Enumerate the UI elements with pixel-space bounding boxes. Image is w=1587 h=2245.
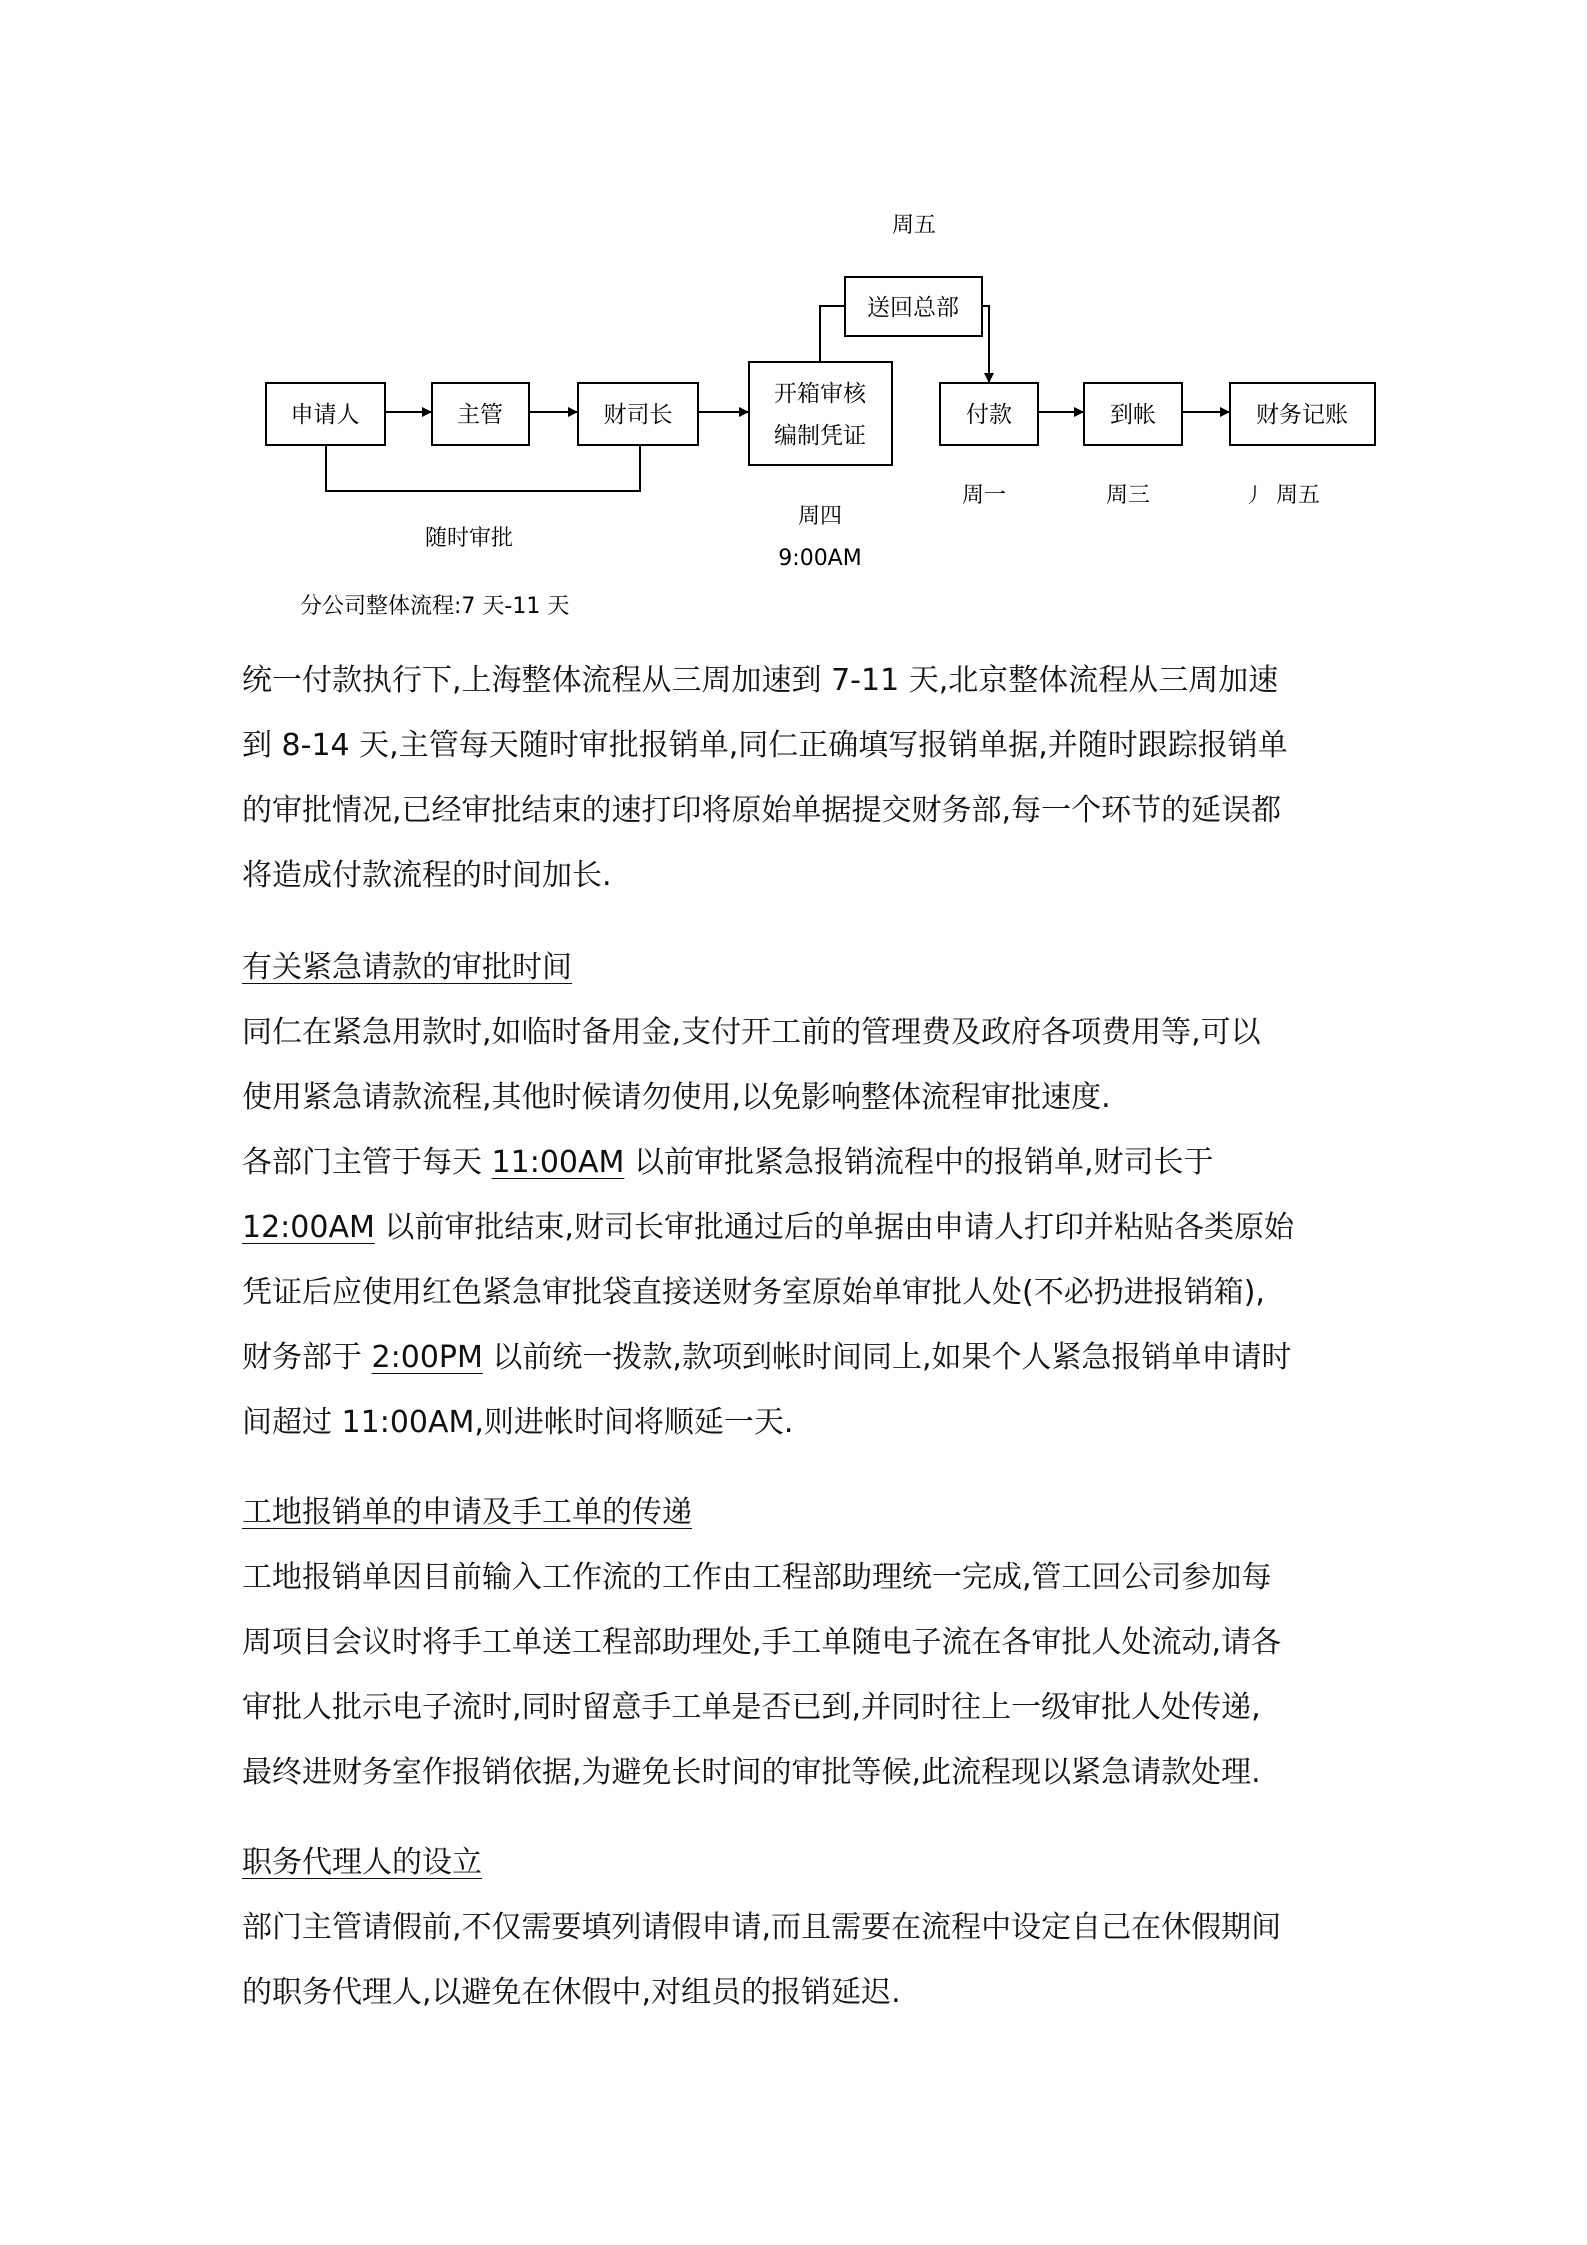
text-run: 以前统一拨款,款项到帐时间同上,如果个人紧急报销单申请时 xyxy=(482,1340,1292,1375)
node-send-hq xyxy=(845,277,982,336)
bracket-anytime xyxy=(326,445,640,491)
text-line: 凭证后应使用红色紧急审批袋直接送财务室原始单审批人处(不必扔进报销箱), xyxy=(242,1275,1265,1310)
svg-text:财务记账: 财务记账 xyxy=(1256,402,1348,428)
label-wednesday: 周三 xyxy=(1105,483,1151,508)
text-line: 使用紧急请款流程,其他时候请勿使用,以免影响整体流程审批速度. xyxy=(242,1080,1111,1115)
text-line xyxy=(242,1325,1358,1390)
text-line xyxy=(242,1130,1358,1195)
text-line: 审批人批示电子流时,同时留意手工单是否已到,并同时往上一级审批人处传递, xyxy=(242,1690,1261,1725)
urgent-section xyxy=(242,935,1358,1455)
arrow-sendhq-payment xyxy=(982,306,989,382)
section-heading-urgent: 有关紧急请款的审批时间 xyxy=(242,950,572,985)
text-line: 的审批情况,已经审批结束的速打印将原始单据提交财务部,每一个环节的延误都 xyxy=(242,793,1282,828)
time-11am: 11:00AM xyxy=(491,1145,625,1180)
svg-text:到帐: 到帐 xyxy=(1110,402,1156,428)
svg-text:编制凭证: 编制凭证 xyxy=(774,423,866,449)
text-line: 最终进财务室作报销依据,为避免长时间的审批等候,此流程现以紧急请款处理. xyxy=(242,1755,1261,1790)
svg-text:主管: 主管 xyxy=(457,402,503,428)
section-heading-site: 工地报销单的申请及手工单的传递 xyxy=(242,1495,692,1530)
label-friday-mark: 丿 xyxy=(1244,483,1264,507)
text-line: 同仁在紧急用款时,如临时备用金,支付开工前的管理费及政府各项费用等,可以 xyxy=(242,1015,1261,1050)
label-friday-top: 周五 xyxy=(891,213,937,238)
svg-text:财司长: 财司长 xyxy=(603,402,673,428)
diagram-caption: 分公司整体流程:7 天-11 天 xyxy=(300,594,570,619)
section-heading-proxy: 职务代理人的设立 xyxy=(242,1845,482,1880)
node-supervisor xyxy=(432,383,529,445)
text-line: 周项目会议时将手工单送工程部助理处,手工单随电子流在各审批人处流动,请各 xyxy=(242,1625,1282,1660)
text-line: 部门主管请假前,不仅需要填列请假申请,而且需要在流程中设定自己在休假期间 xyxy=(242,1910,1282,1945)
node-payment xyxy=(940,383,1038,445)
text-line: 的职务代理人,以避免在休假中,对组员的报销延迟. xyxy=(242,1975,901,2010)
proxy-section xyxy=(242,1830,1358,2025)
node-arrival xyxy=(1084,383,1182,445)
text-run: 以前审批紧急报销流程中的报销单,财司长于 xyxy=(624,1145,1214,1180)
svg-text:送回总部: 送回总部 xyxy=(867,295,959,321)
label-thursday-time: 9:00AM xyxy=(778,546,862,571)
label-anytime: 随时审批 xyxy=(424,526,514,551)
node-bookkeeping xyxy=(1230,383,1375,445)
text-line: 将造成付款流程的时间加长. xyxy=(242,858,612,893)
text-line: 到 8-14 天,主管每天随时审批报销单,同仁正确填写报销单据,并随时跟踪报销单 xyxy=(242,728,1288,763)
svg-text:付款: 付款 xyxy=(966,402,1012,428)
label-friday-bottom: 周五 xyxy=(1275,483,1321,508)
text-line: 统一付款执行下,上海整体流程从三周加速到 7-11 天,北京整体流程从三周加速 xyxy=(242,663,1279,698)
text-run: 以前审批结束,财司长审批通过后的单据由申请人打印并粘贴各类原始 xyxy=(374,1210,1294,1245)
node-applicant xyxy=(266,383,385,445)
intro-paragraph xyxy=(242,648,1358,908)
text-line: 间超过 11:00AM,则进帐时间将顺延一天. xyxy=(242,1405,794,1440)
time-12am: 12:00AM xyxy=(242,1210,375,1245)
time-2pm: 2:00PM xyxy=(371,1340,483,1375)
label-thursday: 周四 xyxy=(797,504,843,529)
text-run: 各部门主管于每天 xyxy=(242,1145,492,1180)
text-line xyxy=(242,1195,1358,1260)
text-line: 工地报销单因目前输入工作流的工作由工程部助理统一完成,管工回公司参加每 xyxy=(242,1560,1272,1595)
node-finance-director xyxy=(578,383,698,445)
svg-text:开箱审核: 开箱审核 xyxy=(774,381,866,407)
flow-diagram xyxy=(0,0,1587,640)
node-audit xyxy=(749,362,892,465)
label-monday: 周一 xyxy=(961,483,1007,508)
connector-audit-sendhq xyxy=(820,306,845,362)
text-run: 财务部于 xyxy=(242,1340,372,1375)
svg-text:申请人: 申请人 xyxy=(290,402,360,428)
site-section xyxy=(242,1480,1358,1805)
